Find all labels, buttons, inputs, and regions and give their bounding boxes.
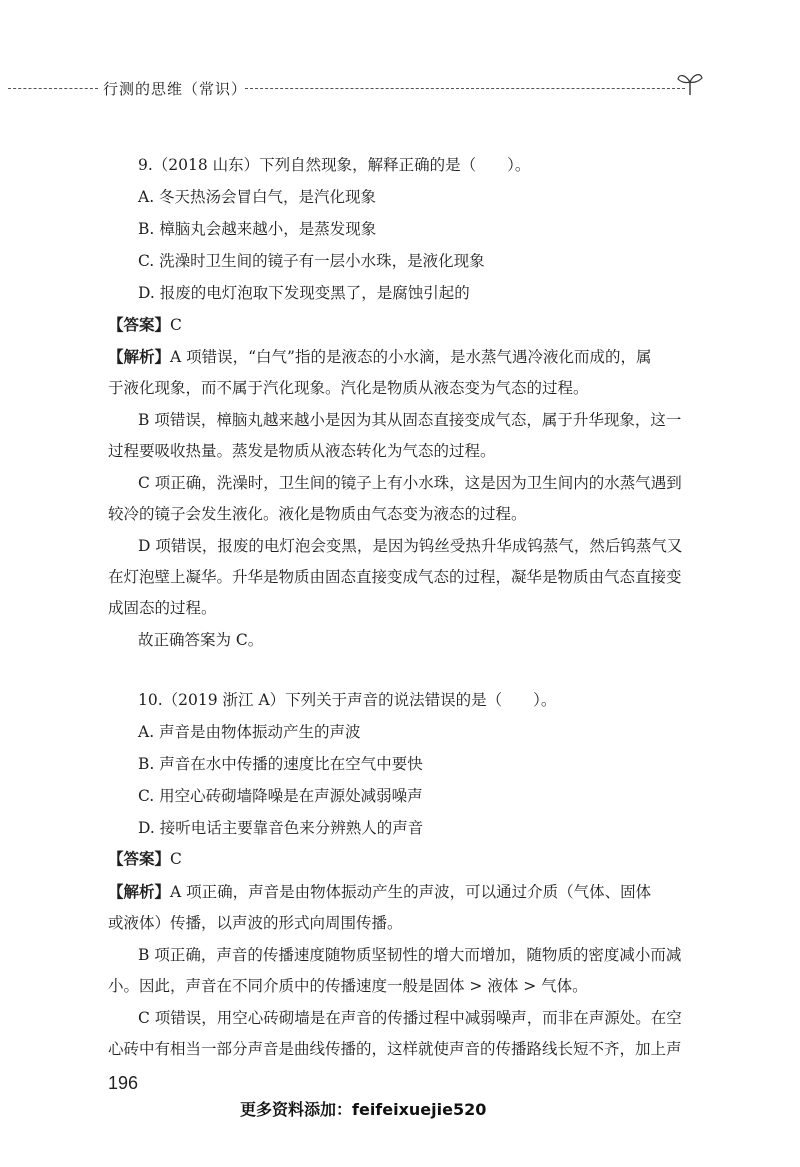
q9-analysis-line-5: C 项正确，洗澡时，卫生间的镜子上有小水珠，这是因为卫生间内的水蒸气遇到: [138, 474, 682, 492]
q9-option-d: D. 报废的电灯泡取下发现变黑了，是腐蚀引起的: [138, 284, 470, 302]
q10-answer-value: C: [170, 850, 182, 868]
watermark-text: 更多资料添加：feifeixuejie520: [240, 1100, 487, 1119]
q9-option-b: B. 樟脑丸会越来越小，是蒸发现象: [138, 220, 377, 238]
q9-analysis-line-4: 过程要吸收热量。蒸发是物质从液态转化为气态的过程。: [108, 442, 496, 460]
q9-analysis-line-8: 在灯泡壁上凝华。升华是物质由固态直接变成气态的过程，凝华是物质由气态直接变: [108, 568, 682, 586]
q9-option-a: A. 冬天热汤会冒白气，是汽化现象: [138, 188, 377, 206]
q9-analysis-line-1: [108, 347, 652, 367]
q10-analysis-line-5: C 项错误，用空心砖砌墙是在声音的传播过程中减弱噪声，而非在声源处。在空: [138, 1009, 682, 1027]
sprout-icon: [676, 70, 704, 96]
q10-analysis-line-2: 或液体）传播，以声波的形式向周围传播。: [108, 914, 403, 932]
q9-analysis-line-7: D 项错误，报废的电灯泡会变黑，是因为钨丝受热升华成钨蒸气，然后钨蒸气又: [138, 537, 683, 555]
q10-analysis-line-1: [108, 882, 651, 902]
question-10-stem: 10.（2019 浙江 A）下列关于声音的说法错误的是（ ）。: [138, 691, 557, 709]
q9-analysis-line-6: 较冷的镜子会发生液化。液化是物质由气态变为液态的过程。: [108, 505, 527, 523]
q10-answer: [108, 849, 182, 869]
q9-analysis-text-1: A 项错误，“白气”指的是液态的小水滴，是水蒸气遇冷液化而成的，属: [170, 348, 652, 366]
q10-option-c: C. 用空心砖砌墙降噪是在声源处减弱噪声: [138, 787, 423, 805]
q10-analysis-line-3: B 项正确，声音的传播速度随物质坚韧性的增大而增加，随物质的密度减小而减: [138, 946, 682, 964]
q10-analysis-line-4: 小。因此，声音在不同介质中的传播速度一般是固体 > 液体 > 气体。: [108, 977, 588, 995]
page-number: 196: [108, 1073, 139, 1093]
q9-answer: [108, 315, 182, 335]
header-title: 行测的思维（常识）: [103, 80, 248, 98]
q9-conclusion: 故正确答案为 C。: [138, 631, 264, 649]
question-9-stem: 9.（2018 山东）下列自然现象，解释正确的是（ ）。: [138, 156, 531, 174]
q9-option-c: C. 洗澡时卫生间的镜子有一层小水珠，是液化现象: [138, 252, 485, 270]
q10-option-b: B. 声音在水中传播的速度比在空气中要快: [138, 755, 423, 773]
running-header: [0, 68, 800, 108]
q9-answer-label: 【答案】: [108, 315, 171, 334]
q10-answer-label: 【答案】: [108, 849, 171, 868]
q9-analysis-label: 【解析】: [108, 347, 171, 366]
q10-analysis-text-1: A 项正确，声音是由物体振动产生的声波，可以通过介质（气体、固体: [170, 883, 652, 901]
header-rule-right: [245, 88, 685, 89]
q9-analysis-line-9: 成固态的过程。: [108, 599, 217, 617]
q9-answer-value: C: [170, 316, 182, 334]
header-rule-left: [8, 88, 98, 89]
q9-analysis-line-2: 于液化现象，而不属于汽化现象。汽化是物质从液态变为气态的过程。: [108, 379, 589, 397]
q10-option-a: A. 声音是由物体振动产生的声波: [138, 723, 361, 741]
q10-option-d: D. 接听电话主要靠音色来分辨熟人的声音: [138, 819, 424, 837]
q9-analysis-line-3: B 项错误，樟脑丸越来越小是因为其从固态直接变成气态，属于升华现象，这一: [138, 411, 682, 429]
q10-analysis-line-6: 心砖中有相当一部分声音是曲线传播的，这样就使声音的传播路线长短不齐，加上声: [108, 1040, 682, 1058]
q10-analysis-label: 【解析】: [108, 882, 171, 901]
